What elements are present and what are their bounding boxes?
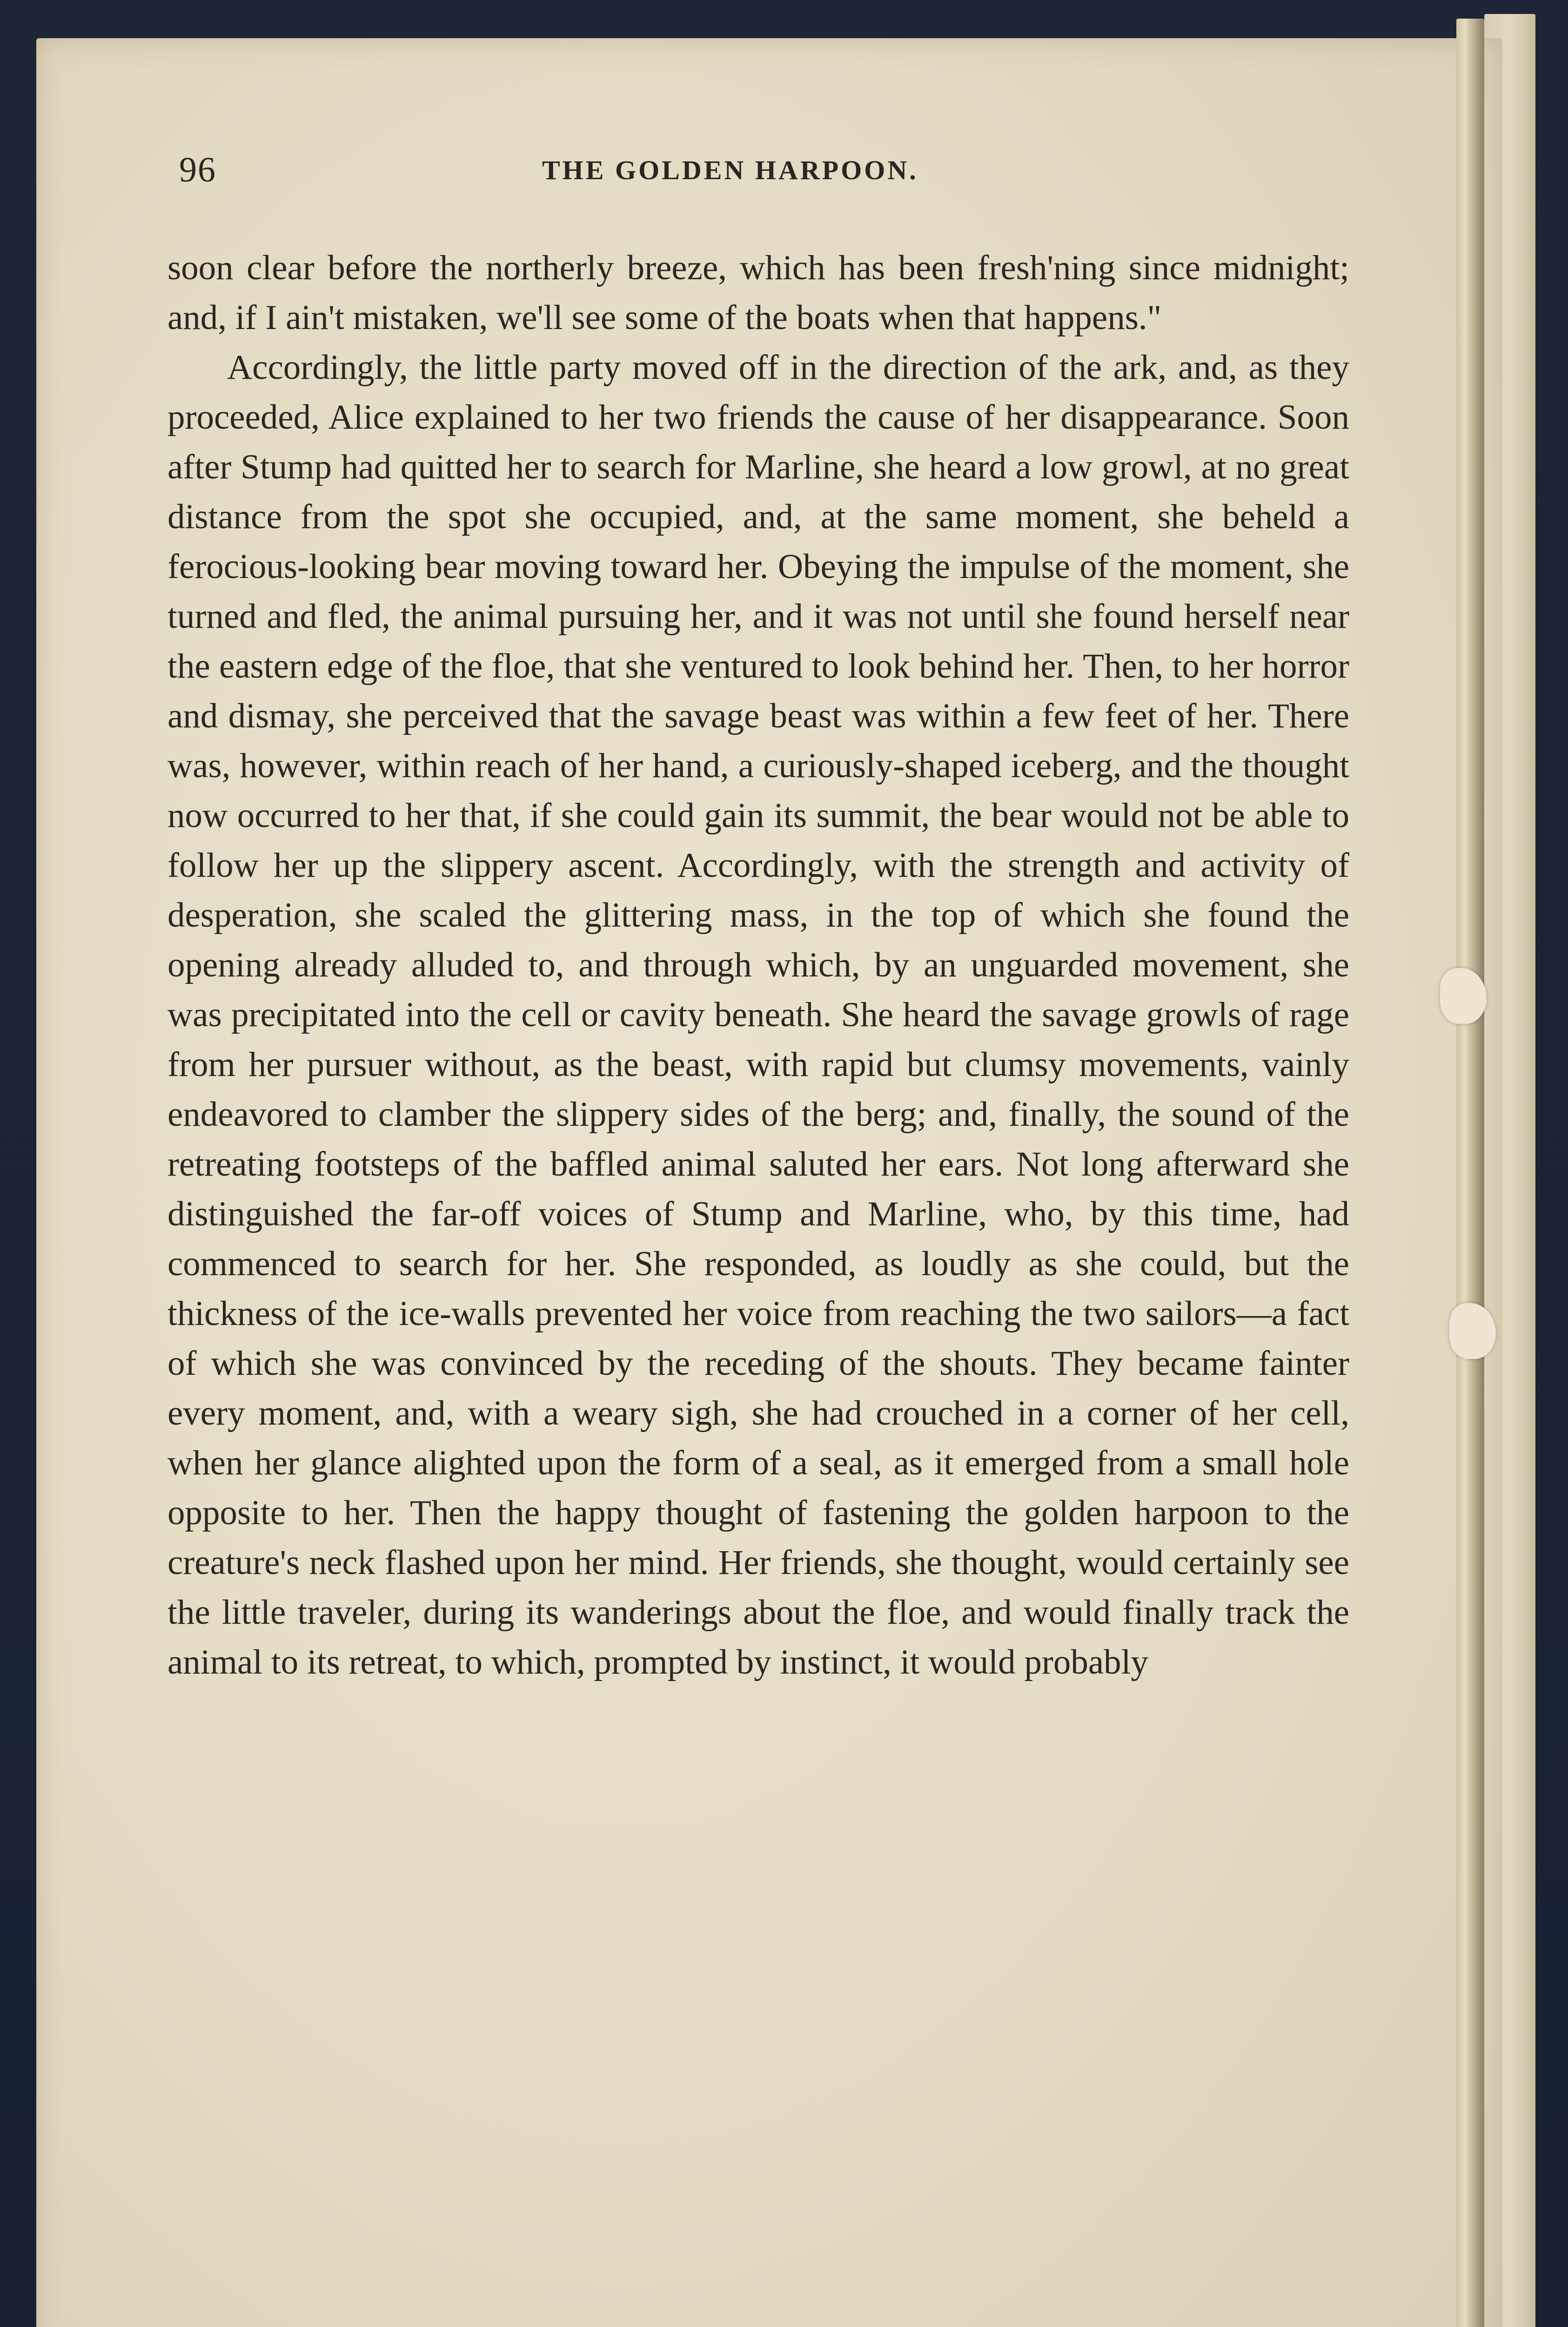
page-gutter [1456,19,1484,2327]
running-title: THE GOLDEN HARPOON. [542,155,918,185]
page-number: 96 [179,150,216,189]
page-header [179,150,1347,196]
paragraph: Accordingly, the little party moved off in the direction of the ark, and, as they proceeded, Alice explained to her two friends the cause of her disappearance. Soon after Stump had quitted her to search for Marline, she heard a low growl, at no great distance from the spot she occupied, and, at the same moment, she beheld a ferocious-looking bear moving toward her. Obeying the impulse of the moment, she turned and fled, the animal pursuing her, and it was not until she found herself near the eastern edge of the floe, that she ventured to look behind her. Then, to her horror and dismay, she perceived that the savage beast was within a few feet of her. There was, however, within reach of her hand, a curiously-shaped iceberg, and the thought now occurred to her that, if she could gain its summit, the bear would not be able to follow her up the slippery ascent. Accordingly, with the strength and activity of desperation, she scaled the glittering mass, in the top of which she found the opening already alluded to, and through which, by an unguarded movement, she was precipitated into the cell or cavity beneath. She heard the savage growls of rage from her pursuer without, as the beast, with rapid but clumsy movements, vainly endeavored to clamber the slippery sides of the berg; and, finally, the sound of the retreating footsteps of the baffled animal saluted her ears. Not long afterward she distinguished the far-off voices of Stump and Marline, who, by this time, had commenced to search for her. She responded, as loudly as she could, but the thickness of the ice-walls prevented her voice from reaching the two sailors—a fact of which she was convinced by the receding of the shouts. They became fainter every moment, and, with a weary sigh, she had crouched in a corner of her cell, when her glance alighted upon the form of a seal, as it emerged from a small hole opposite to her. Then the happy thought of fastening the golden harpoon to the creature's neck flashed upon her mind. Her friends, she thought, would certainly see the little traveler, during its wanderings about the floe, and would finally track the animal to its retreat, to which, prompted by instinct, it would probably [168,348,1349,1681]
body-text [168,243,1349,1687]
paragraph-continuation: soon clear before the northerly breeze, which has been fresh'ning since midnight; and, if I ain't mistaken, we'll see some of the boats when that happens." [168,249,1349,337]
